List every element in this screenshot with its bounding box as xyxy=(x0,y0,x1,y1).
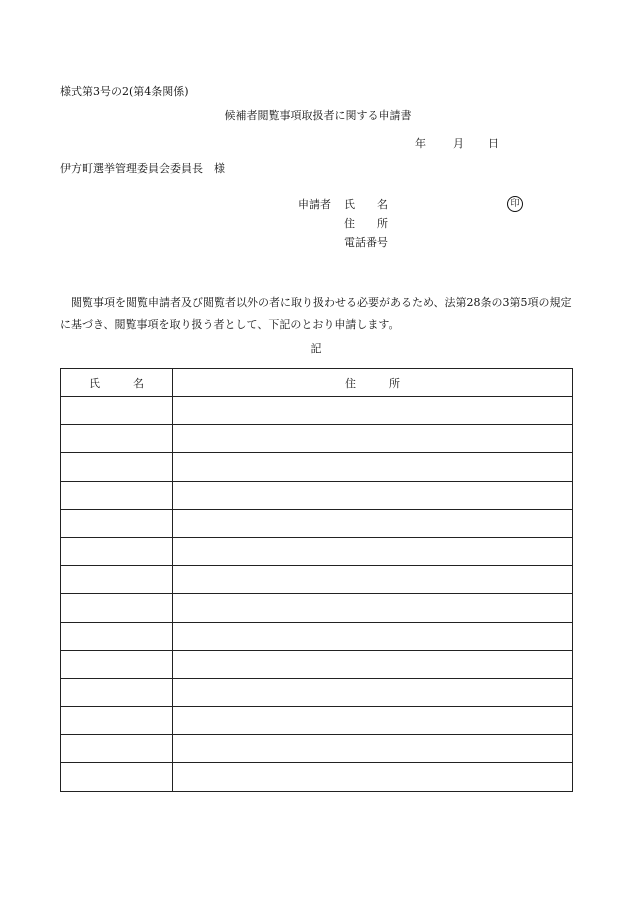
address-cell[interactable] xyxy=(173,735,573,763)
applicant-name-label: 氏 名 xyxy=(344,198,388,211)
name-cell[interactable] xyxy=(61,650,173,678)
name-cell[interactable] xyxy=(61,735,173,763)
table-row xyxy=(61,650,573,678)
address-cell[interactable] xyxy=(173,678,573,706)
document-title: 候補者閲覧事項取扱者に関する申請書 xyxy=(224,109,412,122)
name-cell[interactable] xyxy=(61,509,173,537)
table-row xyxy=(61,594,573,622)
table-row xyxy=(61,481,573,509)
table-row xyxy=(61,566,573,594)
name-cell[interactable] xyxy=(61,678,173,706)
applicant-label: 申請者 xyxy=(298,198,331,211)
ki-heading: 記 xyxy=(310,342,322,355)
date-day-label: 日 xyxy=(488,137,499,150)
address-cell[interactable] xyxy=(173,509,573,537)
address-cell[interactable] xyxy=(173,622,573,650)
table-row xyxy=(61,763,573,791)
name-cell[interactable] xyxy=(61,425,173,453)
table-row xyxy=(61,537,573,565)
address-cell[interactable] xyxy=(173,425,573,453)
form-number: 様式第3号の2(第4条関係) xyxy=(60,85,189,98)
handler-roster-table xyxy=(60,368,573,792)
date-year-label: 年 xyxy=(415,137,426,150)
name-cell[interactable] xyxy=(61,566,173,594)
name-cell[interactable] xyxy=(61,481,173,509)
table-row xyxy=(61,453,573,481)
table-row xyxy=(61,622,573,650)
address-cell[interactable] xyxy=(173,566,573,594)
table-row xyxy=(61,397,573,425)
table-header-row xyxy=(61,369,573,397)
name-cell[interactable] xyxy=(61,763,173,791)
table-row xyxy=(61,707,573,735)
address-cell[interactable] xyxy=(173,453,573,481)
name-cell[interactable] xyxy=(61,707,173,735)
column-header-name: 氏 名 xyxy=(61,369,173,397)
name-cell[interactable] xyxy=(61,622,173,650)
name-cell[interactable] xyxy=(61,397,173,425)
name-cell[interactable] xyxy=(61,594,173,622)
request-statement: 閲覧事項を閲覧申請者及び閲覧者以外の者に取り扱わせる必要があるため、法第28条の3第5項の規定に基づき、閲覧事項を取り扱う者として、下記のとおり申請します。 xyxy=(60,296,572,331)
address-cell[interactable] xyxy=(173,594,573,622)
seal-mark: 印 xyxy=(507,196,523,212)
table-body xyxy=(61,397,573,792)
name-cell[interactable] xyxy=(61,453,173,481)
table-row xyxy=(61,425,573,453)
column-header-address: 住 所 xyxy=(173,369,573,397)
table-row xyxy=(61,509,573,537)
table-row xyxy=(61,678,573,706)
addressee: 伊方町選挙管理委員会委員長 様 xyxy=(60,162,225,175)
address-cell[interactable] xyxy=(173,763,573,791)
applicant-address-label: 住 所 xyxy=(344,217,388,230)
applicant-phone-label: 電話番号 xyxy=(344,236,388,249)
address-cell[interactable] xyxy=(173,650,573,678)
date-month-label: 月 xyxy=(453,137,464,150)
address-cell[interactable] xyxy=(173,707,573,735)
address-cell[interactable] xyxy=(173,537,573,565)
address-cell[interactable] xyxy=(173,397,573,425)
name-cell[interactable] xyxy=(61,537,173,565)
table-row xyxy=(61,735,573,763)
address-cell[interactable] xyxy=(173,481,573,509)
